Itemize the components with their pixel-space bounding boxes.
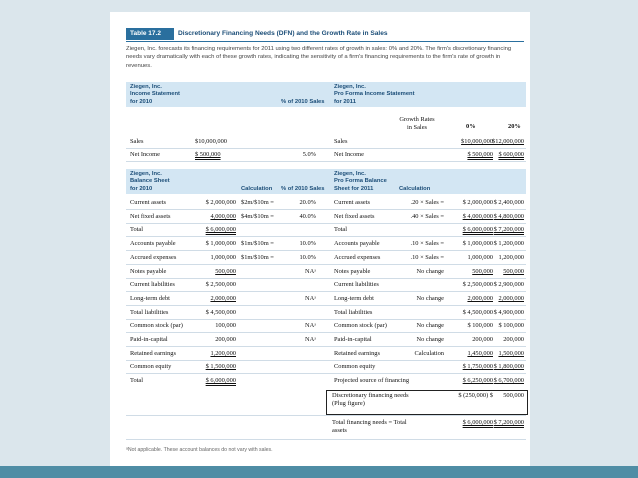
balance-row-20: 500,000 xyxy=(503,267,524,275)
balance-row-0: $ 6,250,000 xyxy=(462,377,493,385)
table-number: Table 17.2 xyxy=(126,28,174,40)
balance-row-label: Common stock (par) xyxy=(130,322,183,330)
balance-row-pct: NAᵃ xyxy=(305,336,316,343)
balance-row-20: $ 1,800,000 xyxy=(493,363,524,371)
income-row-0: $ 500,000 xyxy=(467,151,493,158)
growth-0-header: 0% xyxy=(466,123,476,130)
income-row-label: Net Income xyxy=(130,151,160,158)
balance-right-header: Ziegen, Inc. Pro Forma Balance Sheet for 2011 xyxy=(334,171,387,192)
balance-row-calc: $4m/$10m = xyxy=(241,212,274,220)
balance-row-2010: 1,200,000 xyxy=(210,349,236,357)
balance-row-20: $ 2,400,000 xyxy=(493,199,524,206)
balance-pct-header: % of 2010 Sales xyxy=(281,185,325,192)
balance-row-calc: $1m/$10m = xyxy=(241,240,274,248)
row-separator xyxy=(126,148,526,149)
bottom-bar xyxy=(0,466,638,478)
balance-row-pro-calc: No change xyxy=(416,322,444,330)
balance-row-2010: 1,000,000 xyxy=(210,253,236,261)
total-financing-20: $ 7,200,000 xyxy=(493,419,524,426)
balance-row-pct: 10.0% xyxy=(299,240,316,248)
footnote: ᵃNot applicable. These account balances do not vary with sales. xyxy=(126,447,273,453)
balance-row-pro-label: Long-term debt xyxy=(334,294,374,302)
balance-row-0: $ 2,500,000 xyxy=(462,281,493,289)
balance-row-label: Notes payable xyxy=(130,267,167,275)
balance-row-pro-label: Net fixed assets xyxy=(334,212,375,220)
balance-row-pro-label: Current assets xyxy=(334,199,371,206)
income-row-pct: 5.0% xyxy=(302,151,316,158)
balance-left-header: Ziegen, Inc. Balance Sheet for 2010 xyxy=(130,171,170,192)
balance-row-2010: 2,000,000 xyxy=(210,294,236,302)
balance-row-label: Total xyxy=(130,226,144,234)
balance-row-0: $ 1,000,000 xyxy=(462,240,493,248)
balance-row-label: Current liabilities xyxy=(130,281,175,289)
income-row-0: $10,000,000 xyxy=(461,138,493,145)
balance-row-20: $ 7,200,000 xyxy=(493,226,524,234)
total-financing-separator xyxy=(126,439,526,440)
row-separator xyxy=(126,332,526,333)
balance-row-pro-calc: No change xyxy=(416,294,444,302)
balance-row-pro-label: Common equity xyxy=(334,363,376,371)
balance-row-0: 200,000 xyxy=(472,336,493,343)
row-separator xyxy=(126,291,526,292)
income-row-pro-label: Net Income xyxy=(334,151,364,158)
balance-row-0: $ 100,000 xyxy=(467,322,493,330)
balance-row-2010: 500,000 xyxy=(215,267,236,275)
growth-rates-label: Growth Rates in Sales xyxy=(399,116,435,131)
balance-calc-header: Calculation xyxy=(241,185,273,192)
balance-row-calc: $2m/$10m = xyxy=(241,199,274,206)
balance-row-label: Accrued expenses xyxy=(130,253,177,261)
row-separator xyxy=(126,264,526,265)
balance-row-label: Net fixed assets xyxy=(130,212,171,220)
balance-row-pct: NAᵃ xyxy=(305,322,316,330)
balance-row-0: $ 4,000,000 xyxy=(462,212,493,220)
income-row-20: $ 600,000 xyxy=(498,151,524,158)
dfn-label: Discretionary financing needs (Plug figure) xyxy=(332,392,409,407)
row-separator xyxy=(126,223,526,224)
balance-row-0: 1,000,000 xyxy=(467,253,493,261)
balance-row-label: Total xyxy=(130,377,144,385)
balance-row-label: Current assets xyxy=(130,199,167,206)
dfn-20: 500,000 xyxy=(503,392,524,399)
balance-row-20: $ 4,800,000 xyxy=(493,212,524,220)
balance-row-2010: $ 2,000,000 xyxy=(205,199,236,206)
balance-row-2010: $ 6,000,000 xyxy=(205,377,236,385)
balance-row-pro-calc: Calculation xyxy=(414,349,444,357)
balance-calc2-header: Calculation xyxy=(399,185,431,192)
balance-row-2010: $ 1,500,000 xyxy=(205,363,236,371)
balance-row-label: Common equity xyxy=(130,363,172,371)
balance-row-label: Paid-in-capital xyxy=(130,336,168,343)
table-title-bar xyxy=(126,28,524,42)
balance-row-pro-label: Projected source of financing xyxy=(334,377,410,385)
row-separator xyxy=(126,346,526,347)
table-page xyxy=(110,12,530,466)
balance-row-0: 1,450,000 xyxy=(467,349,493,357)
balance-row-20: $ 2,900,000 xyxy=(493,281,524,289)
balance-row-20: $ 6,700,000 xyxy=(493,377,524,385)
balance-row-label: Long-term debt xyxy=(130,294,170,302)
table-description: Ziegen, Inc. forecasts its financing requirements for 2011 using two different rates of growth in sales: 0% and 20%. The firm's discretionary financing needs vary dramatically with each of these growth rates, indicating the sensitivity of a firm's financing requirements to the firm's rate of growth in revenues. xyxy=(126,46,512,69)
balance-row-pct: NAᵃ xyxy=(305,267,316,275)
balance-row-2010: 4,000,000 xyxy=(210,212,236,220)
balance-row-0: $ 6,000,000 xyxy=(462,226,493,234)
balance-row-2010: $ 4,500,000 xyxy=(205,308,236,316)
balance-row-label: Retained earnings xyxy=(130,349,176,357)
row-separator xyxy=(126,250,526,251)
income-row-20: $12,000,000 xyxy=(492,138,524,145)
row-separator xyxy=(126,161,526,162)
income-left-header: Ziegen, Inc. Income Statement for 2010 xyxy=(130,84,180,105)
balance-row-pct: 20.0% xyxy=(299,199,316,206)
income-row-2010: $10,000,000 xyxy=(195,138,227,145)
balance-row-pct: 10.0% xyxy=(299,253,316,261)
balance-row-20: $ 4,900,000 xyxy=(493,308,524,316)
balance-row-0: $ 1,750,000 xyxy=(462,363,493,371)
balance-row-0: $ 2,000,000 xyxy=(462,199,493,206)
balance-row-2010: 100,000 xyxy=(215,322,236,330)
income-row-2010: $ 500,000 xyxy=(195,151,221,158)
balance-row-pro-label: Common stock (par) xyxy=(334,322,387,330)
balance-row-pro-label: Accounts payable xyxy=(334,240,380,248)
income-row-label: Sales xyxy=(130,138,144,145)
dfn-0: $ (250,000) $ xyxy=(458,392,493,399)
row-separator xyxy=(126,278,526,279)
balance-row-20: 2,000,000 xyxy=(498,294,524,302)
balance-row-2010: 200,000 xyxy=(215,336,236,343)
balance-row-2010: $ 6,000,000 xyxy=(205,226,236,234)
row-separator xyxy=(126,305,526,306)
row-separator xyxy=(126,373,526,374)
row-separator xyxy=(126,319,526,320)
balance-row-pro-label: Paid-in-capital xyxy=(334,336,372,343)
balance-row-20: $ 1,200,000 xyxy=(493,240,524,248)
income-pct-header: % of 2010 Sales xyxy=(281,98,325,105)
balance-row-pro-label: Current liabilities xyxy=(334,281,379,289)
total-financing-label: Total financing needs = Total assets xyxy=(332,419,407,434)
income-header-band xyxy=(126,82,526,107)
income-right-header: Ziegen, Inc. Pro Forma Income Statement for 2011 xyxy=(334,84,415,105)
balance-row-pro-calc: .20 × Sales = xyxy=(410,199,444,206)
balance-row-pro-label: Total liabilities xyxy=(334,308,373,316)
balance-row-pro-label: Notes payable xyxy=(334,267,371,275)
balance-row-20: 200,000 xyxy=(503,336,524,343)
balance-row-pro-label: Retained earnings xyxy=(334,349,380,357)
balance-row-pct: 40.0% xyxy=(299,212,316,220)
row-separator xyxy=(126,236,526,237)
dfn-separator xyxy=(126,415,526,416)
balance-row-2010: $ 2,500,000 xyxy=(205,281,236,289)
balance-row-calc: $1m/$10m = xyxy=(241,253,274,261)
balance-row-2010: $ 1,000,000 xyxy=(205,240,236,248)
balance-row-pro-calc: No change xyxy=(416,336,444,343)
balance-row-pro-calc: No change xyxy=(416,267,444,275)
balance-row-20: 1,200,000 xyxy=(498,253,524,261)
row-separator xyxy=(126,360,526,361)
balance-row-pro-calc: .10 × Sales = xyxy=(410,253,444,261)
balance-row-pro-label: Total xyxy=(334,226,348,234)
income-row-pro-label: Sales xyxy=(334,138,348,145)
balance-row-pro-label: Accrued expenses xyxy=(334,253,381,261)
balance-row-label: Accounts payable xyxy=(130,240,176,248)
balance-row-0: 2,000,000 xyxy=(467,294,493,302)
balance-row-pro-calc: .10 × Sales = xyxy=(410,240,444,248)
balance-row-0: $ 4,500,000 xyxy=(462,308,493,316)
balance-row-pct: NAᵃ xyxy=(305,294,316,302)
growth-20-header: 20% xyxy=(508,123,521,130)
balance-row-20: $ 100,000 xyxy=(498,322,524,330)
balance-row-0: 500,000 xyxy=(472,267,493,275)
balance-header-band xyxy=(126,169,526,194)
row-separator xyxy=(126,209,526,210)
balance-row-pro-calc: .40 × Sales = xyxy=(410,212,444,220)
table-title: Discretionary Financing Needs (DFN) and the Growth Rate in Sales xyxy=(178,30,388,37)
balance-row-20: 1,500,000 xyxy=(498,349,524,357)
total-financing-0: $ 6,000,000 xyxy=(462,419,493,426)
balance-row-label: Total liabilities xyxy=(130,308,169,316)
